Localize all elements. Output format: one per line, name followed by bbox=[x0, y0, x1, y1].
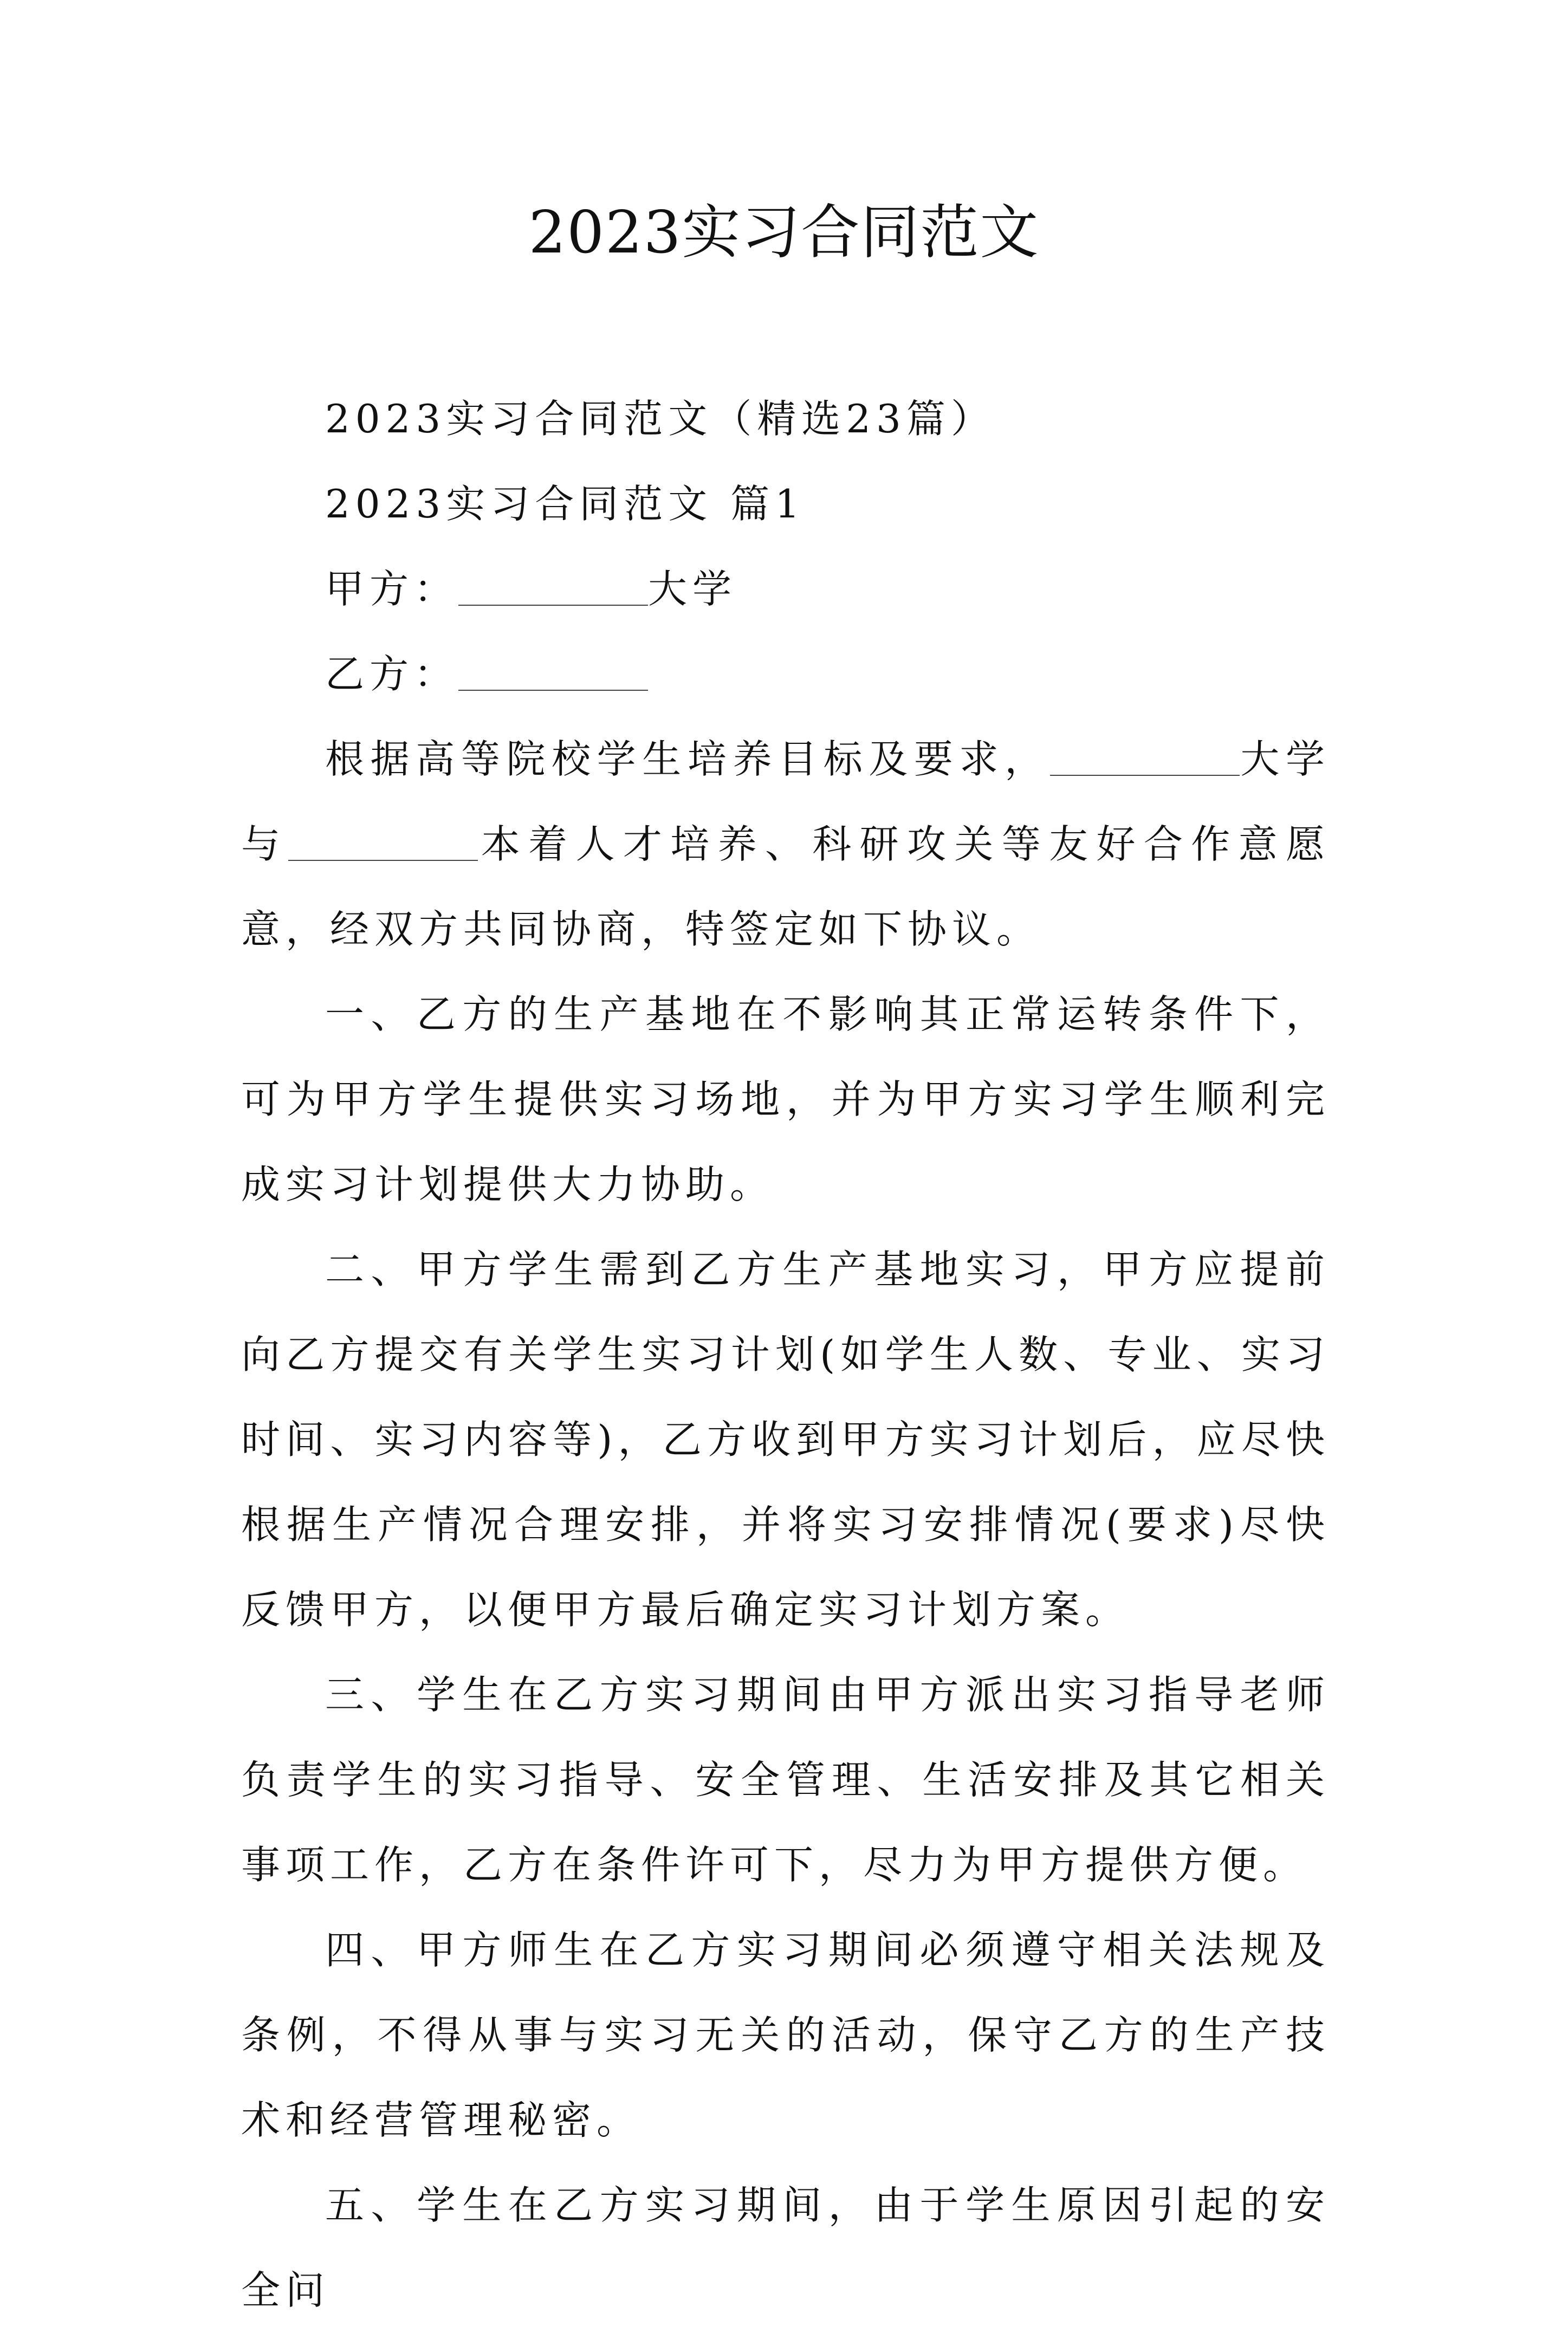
party-b-label: 乙方： bbox=[325, 651, 459, 697]
document-subtitle: 2023实习合同范文（精选23篇） bbox=[325, 396, 995, 442]
intro-text-2: 大学与 bbox=[241, 736, 1330, 867]
clause-5: 五、学生在乙方实习期间，由于学生原因引起的安全问 bbox=[241, 2182, 1330, 2313]
party-b-blank bbox=[458, 653, 648, 691]
document-title: 2023实习合同范文 bbox=[528, 199, 1040, 267]
intro-blank-2 bbox=[288, 823, 478, 861]
clause-4: 四、甲方师生在乙方实习期间必须遵守相关法规及条例，不得从事与实习无关的活动，保守乙方的生产技术和经营管理秘密。 bbox=[241, 1927, 1330, 2143]
party-a-label: 甲方： bbox=[325, 566, 459, 612]
party-a-line bbox=[241, 547, 1330, 632]
party-a-blank bbox=[458, 568, 648, 606]
clause-3: 三、学生在乙方实习期间由甲方派出实习指导老师负责学生的实习指导、安全管理、生活安排及其它相关事项工作，乙方在条件许可下，尽力为甲方提供方便。 bbox=[241, 1672, 1330, 1888]
intro-text-3: 本着人才培养、科研攻关等友好合作意愿意，经双方共同协商，特签定如下协议。 bbox=[241, 821, 1330, 952]
document-body bbox=[241, 377, 1330, 2333]
intro-text-1: 根据高等院校学生培养目标及要求， bbox=[325, 736, 1050, 782]
party-b-line bbox=[241, 632, 1330, 717]
clause-2: 二、甲方学生需到乙方生产基地实习，甲方应提前向乙方提交有关学生实习计划(如学生人数、专业、实习时间、实习内容等)，乙方收到甲方实习计划后，应尽快根据生产情况合理安排，并将实习安排情况(要求)尽快反馈甲方，以便甲方最后确定实习计划方案。 bbox=[241, 1247, 1330, 1632]
section-heading: 2023实习合同范文 篇1 bbox=[325, 481, 805, 527]
intro-blank-1 bbox=[1050, 738, 1240, 776]
intro-paragraph bbox=[241, 717, 1330, 972]
party-a-suffix: 大学 bbox=[648, 566, 737, 612]
clause-1: 一、乙方的生产基地在不影响其正常运转条件下，可为甲方学生提供实习场地，并为甲方实习学生顺利完成实习计划提供大力协助。 bbox=[241, 991, 1330, 1207]
